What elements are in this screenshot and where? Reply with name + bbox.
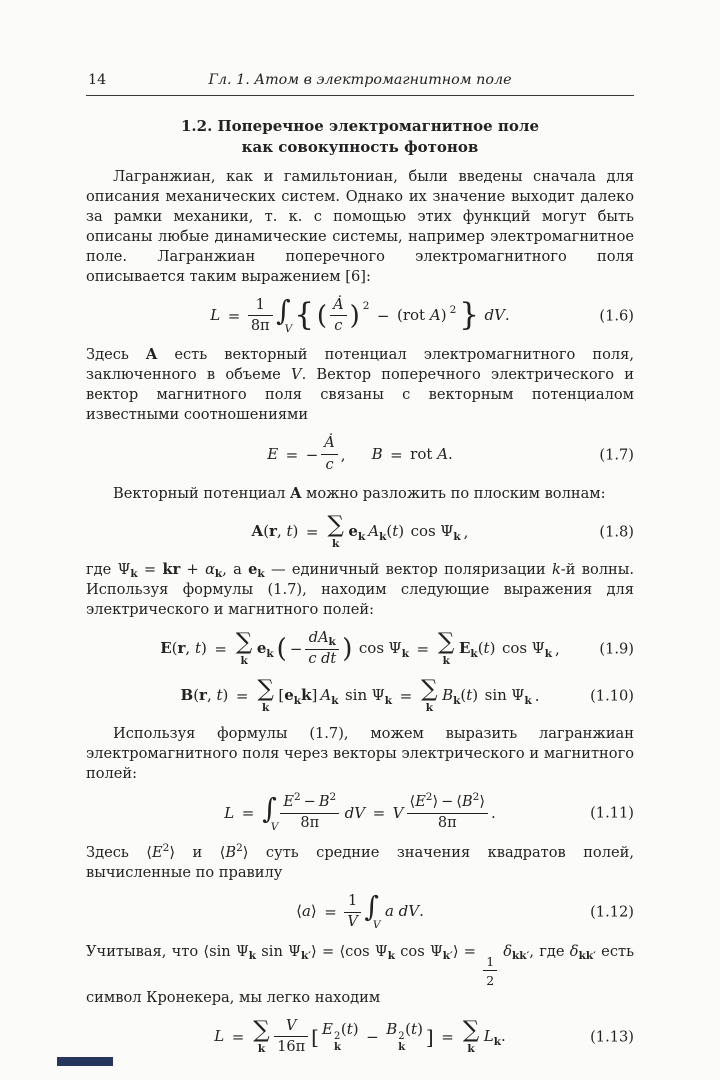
math-token: $\Psi_k$ [371,686,393,707]
paragraph-1: Лагранжиан, как и гамильтониан, были введены сначала для описания механических систем. Однако их значение выходит далеко за рамки механики, т. к. с помощью этих функций могут быть описаны любые динамические системы, например электромагнитное поле. Лагранжиан поперечного электромагнитного поля описывается таким выражением [6]: [86,167,634,285]
section-title-line2: как совокупность фотонов [241,138,479,157]
sin-function: sin [484,686,507,705]
equation-number-1-7: (1.7) [599,446,634,464]
comma: , [555,640,560,659]
paragraph-7: Учитывая, что ⟨sin $\Psi_k$ $\sin \Psi_{k'}⟩$ = ⟨cos $\Psi_k$ $\cos \Psi_{k'}⟩$ = $\frac{1}{2}$ $\delta_{kk'}$, где $\delta_{kk'}$ есть символ Кронекера, мы легко находим [86,942,635,1006]
equals-sign: = [241,804,255,823]
math-token: rot A. [410,445,453,464]
equation-number-1-8: (1.8) [599,523,634,541]
math-token: (rot A) [396,306,447,325]
cos-function: cos [358,639,385,658]
equation-1-10 [86,678,634,714]
summation-sign: ∑ k [462,1017,480,1056]
math-token: L [224,803,235,822]
exponent: 2 [449,303,457,316]
fraction: $\frac{1}{2}$ [483,954,497,988]
equals-sign: = [285,445,299,464]
equation-1-6 [86,294,634,336]
equals-sign: = [416,640,430,659]
equation-1-10-body [179,678,541,714]
math-token: ⟨a⟩ [296,902,317,921]
math-token: $\Psi_k$ [388,639,409,660]
section-title-line1: 1.2. Поперечное электромагнитное поле [180,117,540,135]
math-token: $\Psi_k$ [531,639,553,660]
math-token: E 2 k (t) [321,1019,359,1054]
fraction: $\frac{Ȧ}{c}$ [321,435,337,474]
summation-sign: ∑ k [257,676,274,715]
math-token: V [392,803,404,822]
summation-sign: ∑ k [421,676,438,715]
minus-sign: − [289,640,303,659]
equals-sign: = [214,640,227,659]
math-token: $\Psi_k$ [440,522,461,543]
math-token: dV. [484,306,510,325]
math-token: $[e_kk]$ [278,686,318,707]
math-token: L [210,306,221,325]
equation-1-7 [86,435,634,474]
paragraph-2: Здесь A есть векторный потенциал электромагнитного поля, заключенного в объеме V. Вектор поперечного электрического и вектор магнитного поля связаны с векторным потенциалом известными соотношениями [86,346,634,424]
equals-sign: = [372,804,386,823]
equation-number-1-13: (1.13) [590,1028,634,1046]
math-token: a dV. [384,902,424,921]
equals-sign: = [231,1027,245,1046]
minus-sign: − [305,445,319,464]
equals-sign: = [305,522,319,541]
math-token: $e_k$ [256,639,274,660]
equation-1-13 [86,1018,634,1057]
equation-number-1-12: (1.12) [590,903,634,921]
equation-1-12 [86,890,634,932]
fraction: $\frac{1}{8\pi}$ [248,297,273,336]
math-token: B [371,445,383,464]
equation-1-12-body [295,890,426,932]
summation-sign: ∑ k [327,512,344,551]
cos-function: cos [410,522,436,541]
equation-number-1-9: (1.9) [599,640,634,658]
equals-sign: = [235,687,249,706]
paragraph-6: Здесь $⟨E^2⟩$ и $⟨B^2⟩$ суть средние значения квадратов полей, вычисленные по правилу [86,842,634,881]
left-bracket: [ [311,1024,319,1049]
sin-function: sin [344,686,368,705]
equation-number-1-6: (1.6) [599,307,634,325]
equation-number-1-11: (1.11) [590,804,634,822]
fraction: $\frac{V}{16\pi}$ [274,1018,308,1057]
equals-sign: = [390,445,403,464]
math-token: L [214,1027,225,1046]
equation-1-11 [86,791,634,833]
math-token: E [267,445,279,464]
right-brace: } [459,297,479,334]
equation-1-9-body [159,630,562,669]
period: . [534,687,540,706]
paragraph-5: Используя формулы (1.7), можем выразить лагранжиан электромагнитного поля через векторы электрического и магнитного полей: [86,724,634,782]
right-paren: ) [349,300,360,331]
math-token: B(r, t) [180,686,229,705]
math-token: $\Psi_k$ [511,686,532,707]
fraction: $\frac{E^2 - B^2}{8\pi}$ [280,794,339,833]
left-paren: ( [316,300,328,331]
right-bracket: ] [425,1024,434,1049]
comma: , [463,522,469,541]
math-token: E(r, t) [160,639,207,658]
exponent: 2 [362,299,370,312]
equals-sign: = [399,687,413,706]
equals-sign: = [227,306,241,325]
math-token: $e_k$ [348,522,366,543]
equation-1-6-body [209,294,511,336]
left-brace: { [294,297,314,334]
right-paren: ) [342,634,353,665]
period: . [490,804,496,823]
fraction: $\frac{Ȧ}{c}$ [330,297,346,336]
equation-1-8-body [250,514,470,550]
math-token: $A_k(t)$ [368,522,405,543]
equation-1-9 [86,630,634,669]
summation-sign: ∑ k [438,629,455,668]
math-token: $L_k$. [483,1027,506,1048]
equation-1-11-body [223,791,498,833]
scan-artifact [57,1057,113,1066]
fraction: $\frac{⟨E^2⟩ - ⟨B^2⟩}{8\pi}$ [407,794,488,833]
page-number: 14 [88,72,107,88]
running-title: Гл. 1. Атом в электромагнитном поле [208,72,512,88]
section-title [86,116,634,159]
math-token: A(r, t) [251,522,299,541]
fraction: $\frac{1}{V}$ [344,893,360,932]
page-content [86,72,634,1066]
math-token: $E_k(t)$ [458,639,496,660]
summation-sign: ∑ k [235,629,253,668]
integral-sign: ∫ V [262,791,279,833]
equation-1-8 [86,514,634,550]
summation-sign: ∑ k [253,1017,270,1056]
equation-1-7-body [266,435,455,474]
math-token: B 2 k (t) [386,1019,423,1054]
math-token: dV [344,803,366,822]
equals-sign: = [441,1027,454,1046]
comma: , [340,445,346,464]
equation-1-13-body [213,1018,508,1057]
paragraph-4: где $\Psi_k$ = kr + $\alpha_k$, а $e_k$ — единичный вектор поляризации k-й волны. Используя формулы (1.7), находим следующие выражения для электрического и магнитного полей: [86,560,634,618]
equation-number-1-10: (1.10) [590,687,634,705]
left-paren: ( [276,634,287,665]
fraction: $\frac{dA_k}{\text{c dt}}$ [305,630,339,669]
minus-sign: − [366,1027,379,1046]
equals-sign: = [324,903,337,922]
integral-sign: ∫ V [364,890,381,932]
integral-sign: ∫ V [276,294,293,336]
math-token: $A_k$ [320,686,339,707]
page-header [86,72,634,96]
cos-function: cos [501,639,528,658]
math-token: $B_k(t)$ [442,686,479,707]
paragraph-3: Векторный потенциал A можно разложить по плоским волнам: [113,485,606,503]
minus-sign: − [376,306,390,325]
